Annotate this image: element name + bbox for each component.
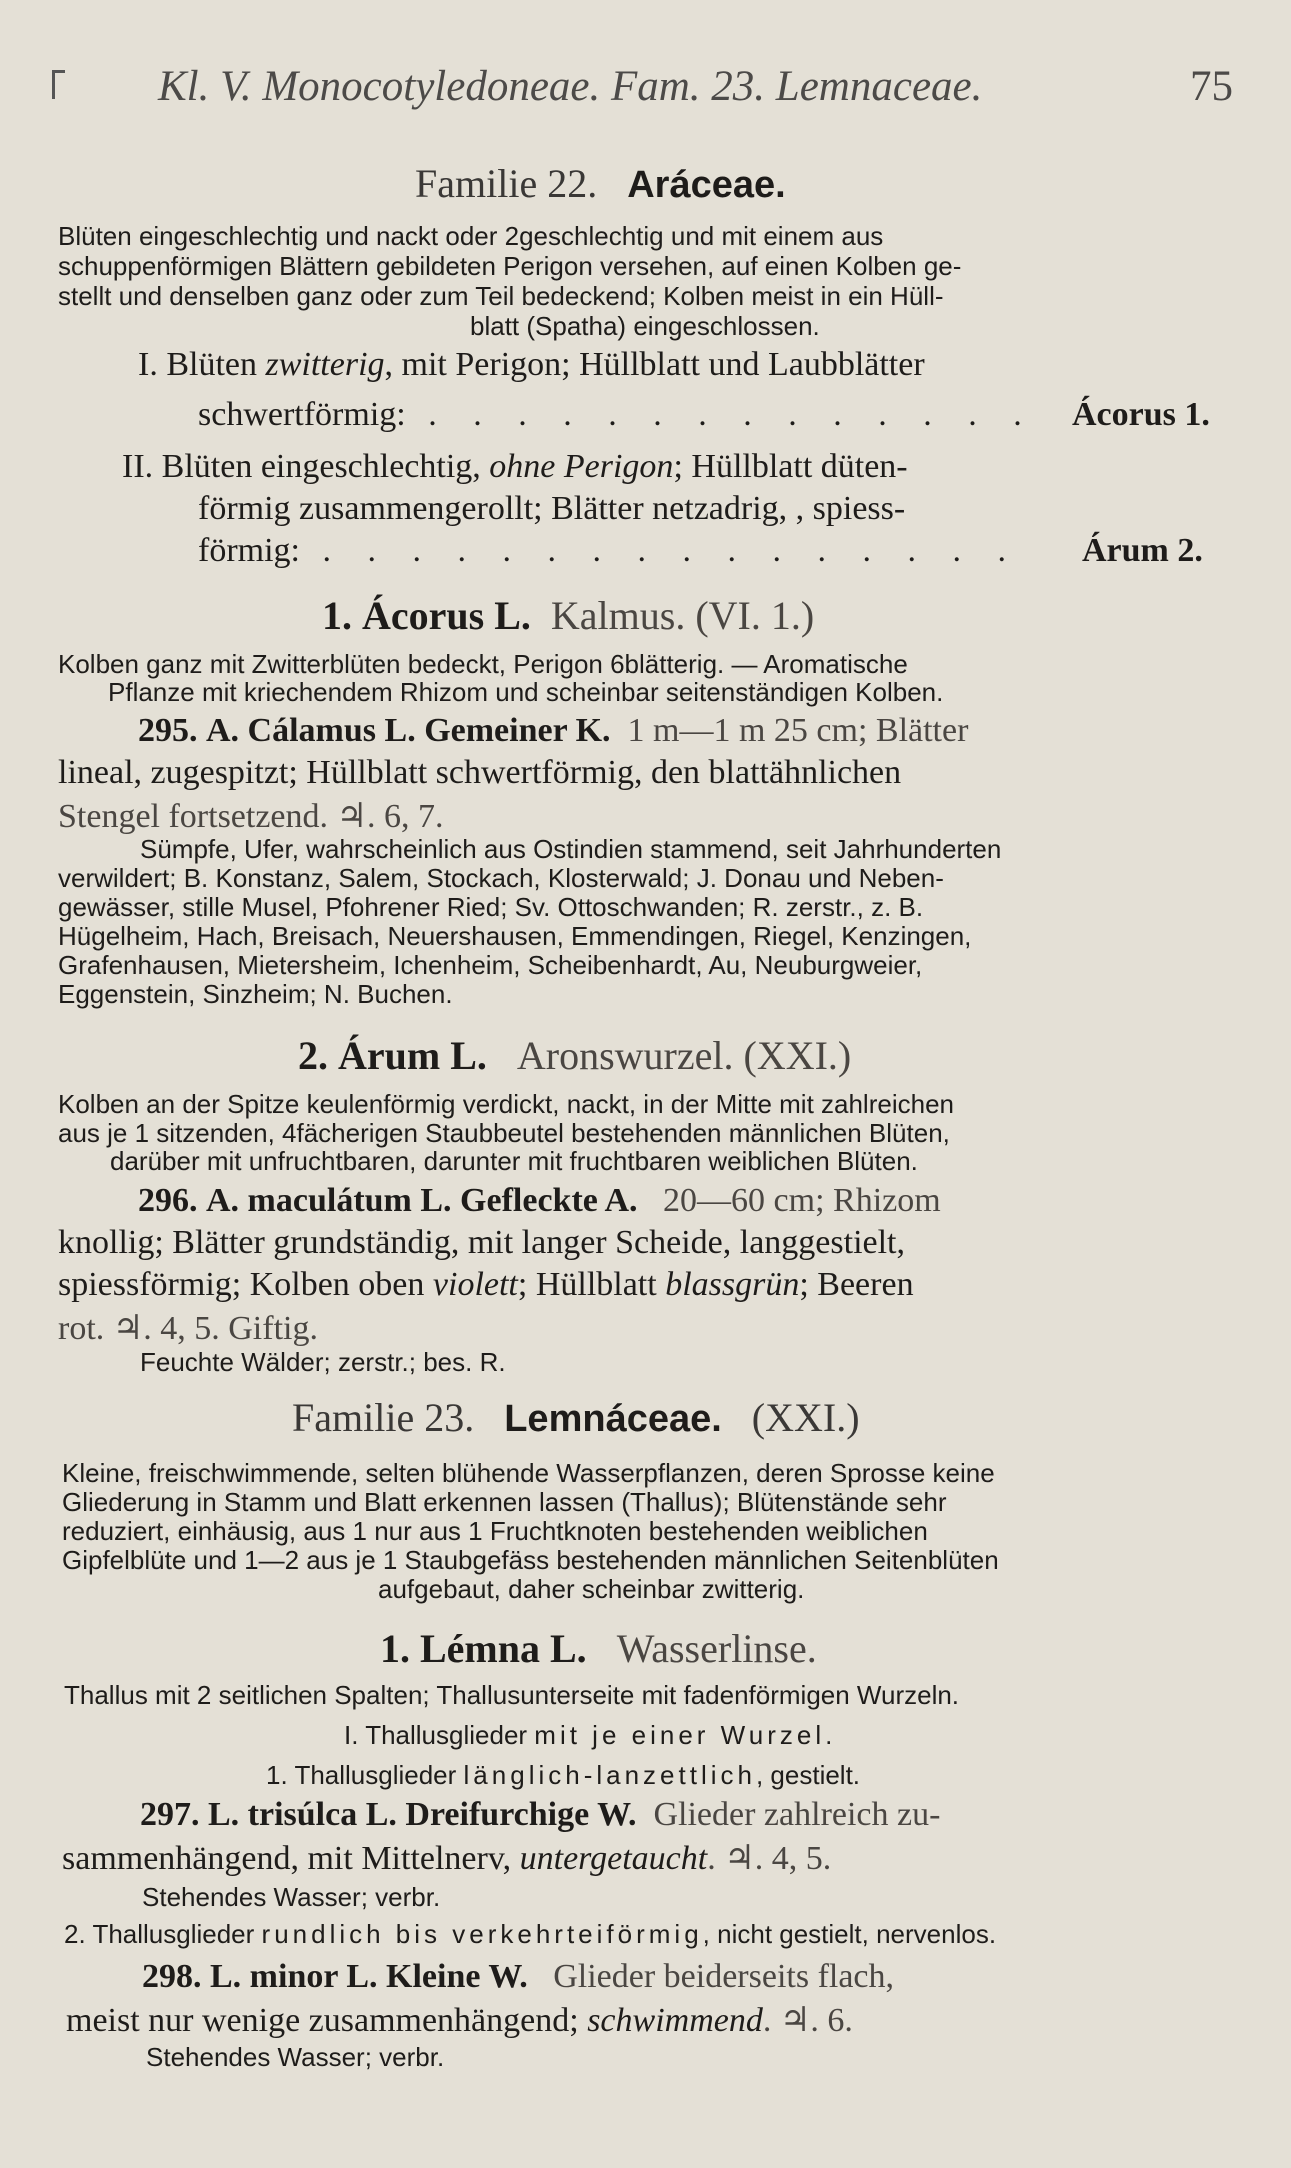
species-295-habitat-4: Hügelheim, Hach, Breisach, Neuershausen, Emmendingen, Riegel, Kenzingen, xyxy=(58,921,972,951)
family-22-desc-line-2: schuppenförmigen Blättern gebildeten Perigon versehen, auf einen Kolben ge- xyxy=(58,251,962,281)
family-22-desc-line-4: blatt (Spatha) eingeschlossen. xyxy=(470,311,820,341)
species-295-habitat-3: gewässer, stille Musel, Pfohrener Ried; Sv. Ottoschwanden; R. zerstr., z. B. xyxy=(58,892,924,922)
lemna-key-1: I. Thallusglieder mit je einer Wurzel. xyxy=(344,1720,837,1750)
species-298-line-1: 298. L. minor L. Kleine W. Glieder beiderseits flach, xyxy=(142,1958,895,1995)
species-295-line-2: lineal, zugespitzt; Hüllblatt schwertförmig, den blattähnlichen xyxy=(58,754,902,791)
genus-acorus-heading: 1. Ácorus L. Kalmus. (VI. 1.) xyxy=(322,593,815,638)
arum-desc-line-1: Kolben an der Spitze keulenförmig verdickt, nackt, in der Mitte mit zahlreichen xyxy=(58,1089,954,1119)
species-295-habitat-2: verwildert; B. Konstanz, Salem, Stockach, Klosterwald; J. Donau und Neben- xyxy=(58,863,944,893)
species-296-line-3: spiessförmig; Kolben oben violett; Hüllblatt blassgrün; Beeren xyxy=(58,1266,914,1303)
key-1-target: Ácorus 1. xyxy=(1072,396,1210,433)
species-296-line-2: knollig; Blätter grundständig, mit langer Scheide, langgestielt, xyxy=(58,1224,905,1261)
family-23-desc-line-2: Gliederung in Stamm und Blatt erkennen lassen (Thallus); Blütenstände sehr xyxy=(62,1487,947,1517)
species-295-habitat-6: Eggenstein, Sinzheim; N. Buchen. xyxy=(58,979,453,1009)
species-296-line-4: rot. ♃. 4, 5. Giftig. xyxy=(58,1310,318,1347)
arum-desc-line-3: darüber mit unfruchtbaren, darunter mit fruchtbaren weiblichen Blüten. xyxy=(110,1146,918,1176)
species-295-line-1: 295. A. Cálamus L. Gemeiner K. 1 m—1 m 25 cm; Blätter xyxy=(138,712,969,749)
species-295-habitat-5: Grafenhausen, Mietersheim, Ichenheim, Scheibenhardt, Au, Neuburgweier, xyxy=(58,950,923,980)
key-2-target: Árum 2. xyxy=(1082,532,1203,569)
species-295-habitat-1: Sümpfe, Ufer, wahrscheinlich aus Ostindien stammend, seit Jahrhunderten xyxy=(140,834,1002,864)
acorus-desc-line-1: Kolben ganz mit Zwitterblüten bedeckt, Perigon 6blätterig. — Aromatische xyxy=(58,649,908,679)
genus-lemna-heading: 1. Lémna L. Wasserlinse. xyxy=(380,1626,817,1671)
family-22-desc-line-3: stellt und denselben ganz oder zum Teil bedeckend; Kolben meist in ein Hüll- xyxy=(58,281,944,311)
species-298-line-2: meist nur wenige zusammenhängend; schwimmend. ♃. 6. xyxy=(66,2002,853,2039)
species-295-line-3: Stengel fortsetzend. ♃. 6, 7. xyxy=(58,798,444,835)
species-297-line-1: 297. L. trisúlca L. Dreifurchige W. Glieder zahlreich zu- xyxy=(140,1796,941,1833)
acorus-desc-line-2: Pflanze mit kriechendem Rhizom und scheinbar seitenständigen Kolben. xyxy=(108,677,944,707)
key-2-line-2: förmig zusammengerollt; Blätter netzadrig, , spiess- xyxy=(198,490,906,527)
page-number: 75 xyxy=(1190,63,1233,110)
lemna-key-1a: 1. Thallusglieder länglich-lanzettlich, gestielt. xyxy=(266,1760,861,1790)
key-1-line-1: I. Blüten zwitterig, mit Perigon; Hüllblatt und Laubblätter xyxy=(138,346,925,383)
key-1-line-2: schwertförmig: . . . . . . . . . . . . . . xyxy=(198,396,1036,433)
family-22-desc-line-1: Blüten eingeschlechtig und nackt oder 2geschlechtig und mit einem aus xyxy=(58,221,884,251)
key-2-line-1: II. Blüten eingeschlechtig, ohne Perigon; Hüllblatt düten- xyxy=(122,448,908,485)
genus-arum-heading: 2. Árum L. Aronswurzel. (XXI.) xyxy=(298,1033,852,1078)
family-23-desc-line-5: aufgebaut, daher scheinbar zwitterig. xyxy=(378,1574,805,1604)
family-23-desc-line-4: Gipfelblüte und 1—2 aus je 1 Staubgefäss bestehenden männlichen Seitenblüten xyxy=(62,1545,999,1575)
key-2-line-3: förmig: . . . . . . . . . . . . . . . . xyxy=(198,532,1020,569)
family-22-heading: Familie 22. Aráceae. xyxy=(415,161,786,206)
lemna-key-2: 2. Thallusglieder rundlich bis verkehrteiförmig, nicht gestielt, nervenlos. xyxy=(64,1919,997,1949)
running-header: Kl. V. Monocotyledoneae. Fam. 23. Lemnaceae. xyxy=(158,63,983,110)
species-296-line-1: 296. A. maculátum L. Gefleckte A. 20—60 cm; Rhizom xyxy=(138,1182,941,1219)
lemna-desc: Thallus mit 2 seitlichen Spalten; Thallusunterseite mit fadenförmigen Wurzeln. xyxy=(64,1680,960,1710)
page-corner-mark xyxy=(52,70,65,99)
family-23-heading: Familie 23. Lemnáceae. (XXI.) xyxy=(292,1395,860,1440)
species-297-habitat: Stehendes Wasser; verbr. xyxy=(142,1882,441,1912)
family-23-desc-line-1: Kleine, freischwimmende, selten blühende Wasserpflanzen, deren Sprosse keine xyxy=(62,1458,995,1488)
arum-desc-line-2: aus je 1 sitzenden, 4fächerigen Staubbeutel bestehenden männlichen Blüten, xyxy=(58,1118,950,1148)
species-298-habitat: Stehendes Wasser; verbr. xyxy=(146,2042,445,2072)
family-23-desc-line-3: reduziert, einhäusig, aus 1 nur aus 1 Fruchtknoten bestehenden weiblichen xyxy=(62,1516,928,1546)
species-296-habitat: Feuchte Wälder; zerstr.; bes. R. xyxy=(140,1347,506,1377)
species-297-line-2: sammenhängend, mit Mittelnerv, untergetaucht. ♃. 4, 5. xyxy=(62,1840,832,1877)
